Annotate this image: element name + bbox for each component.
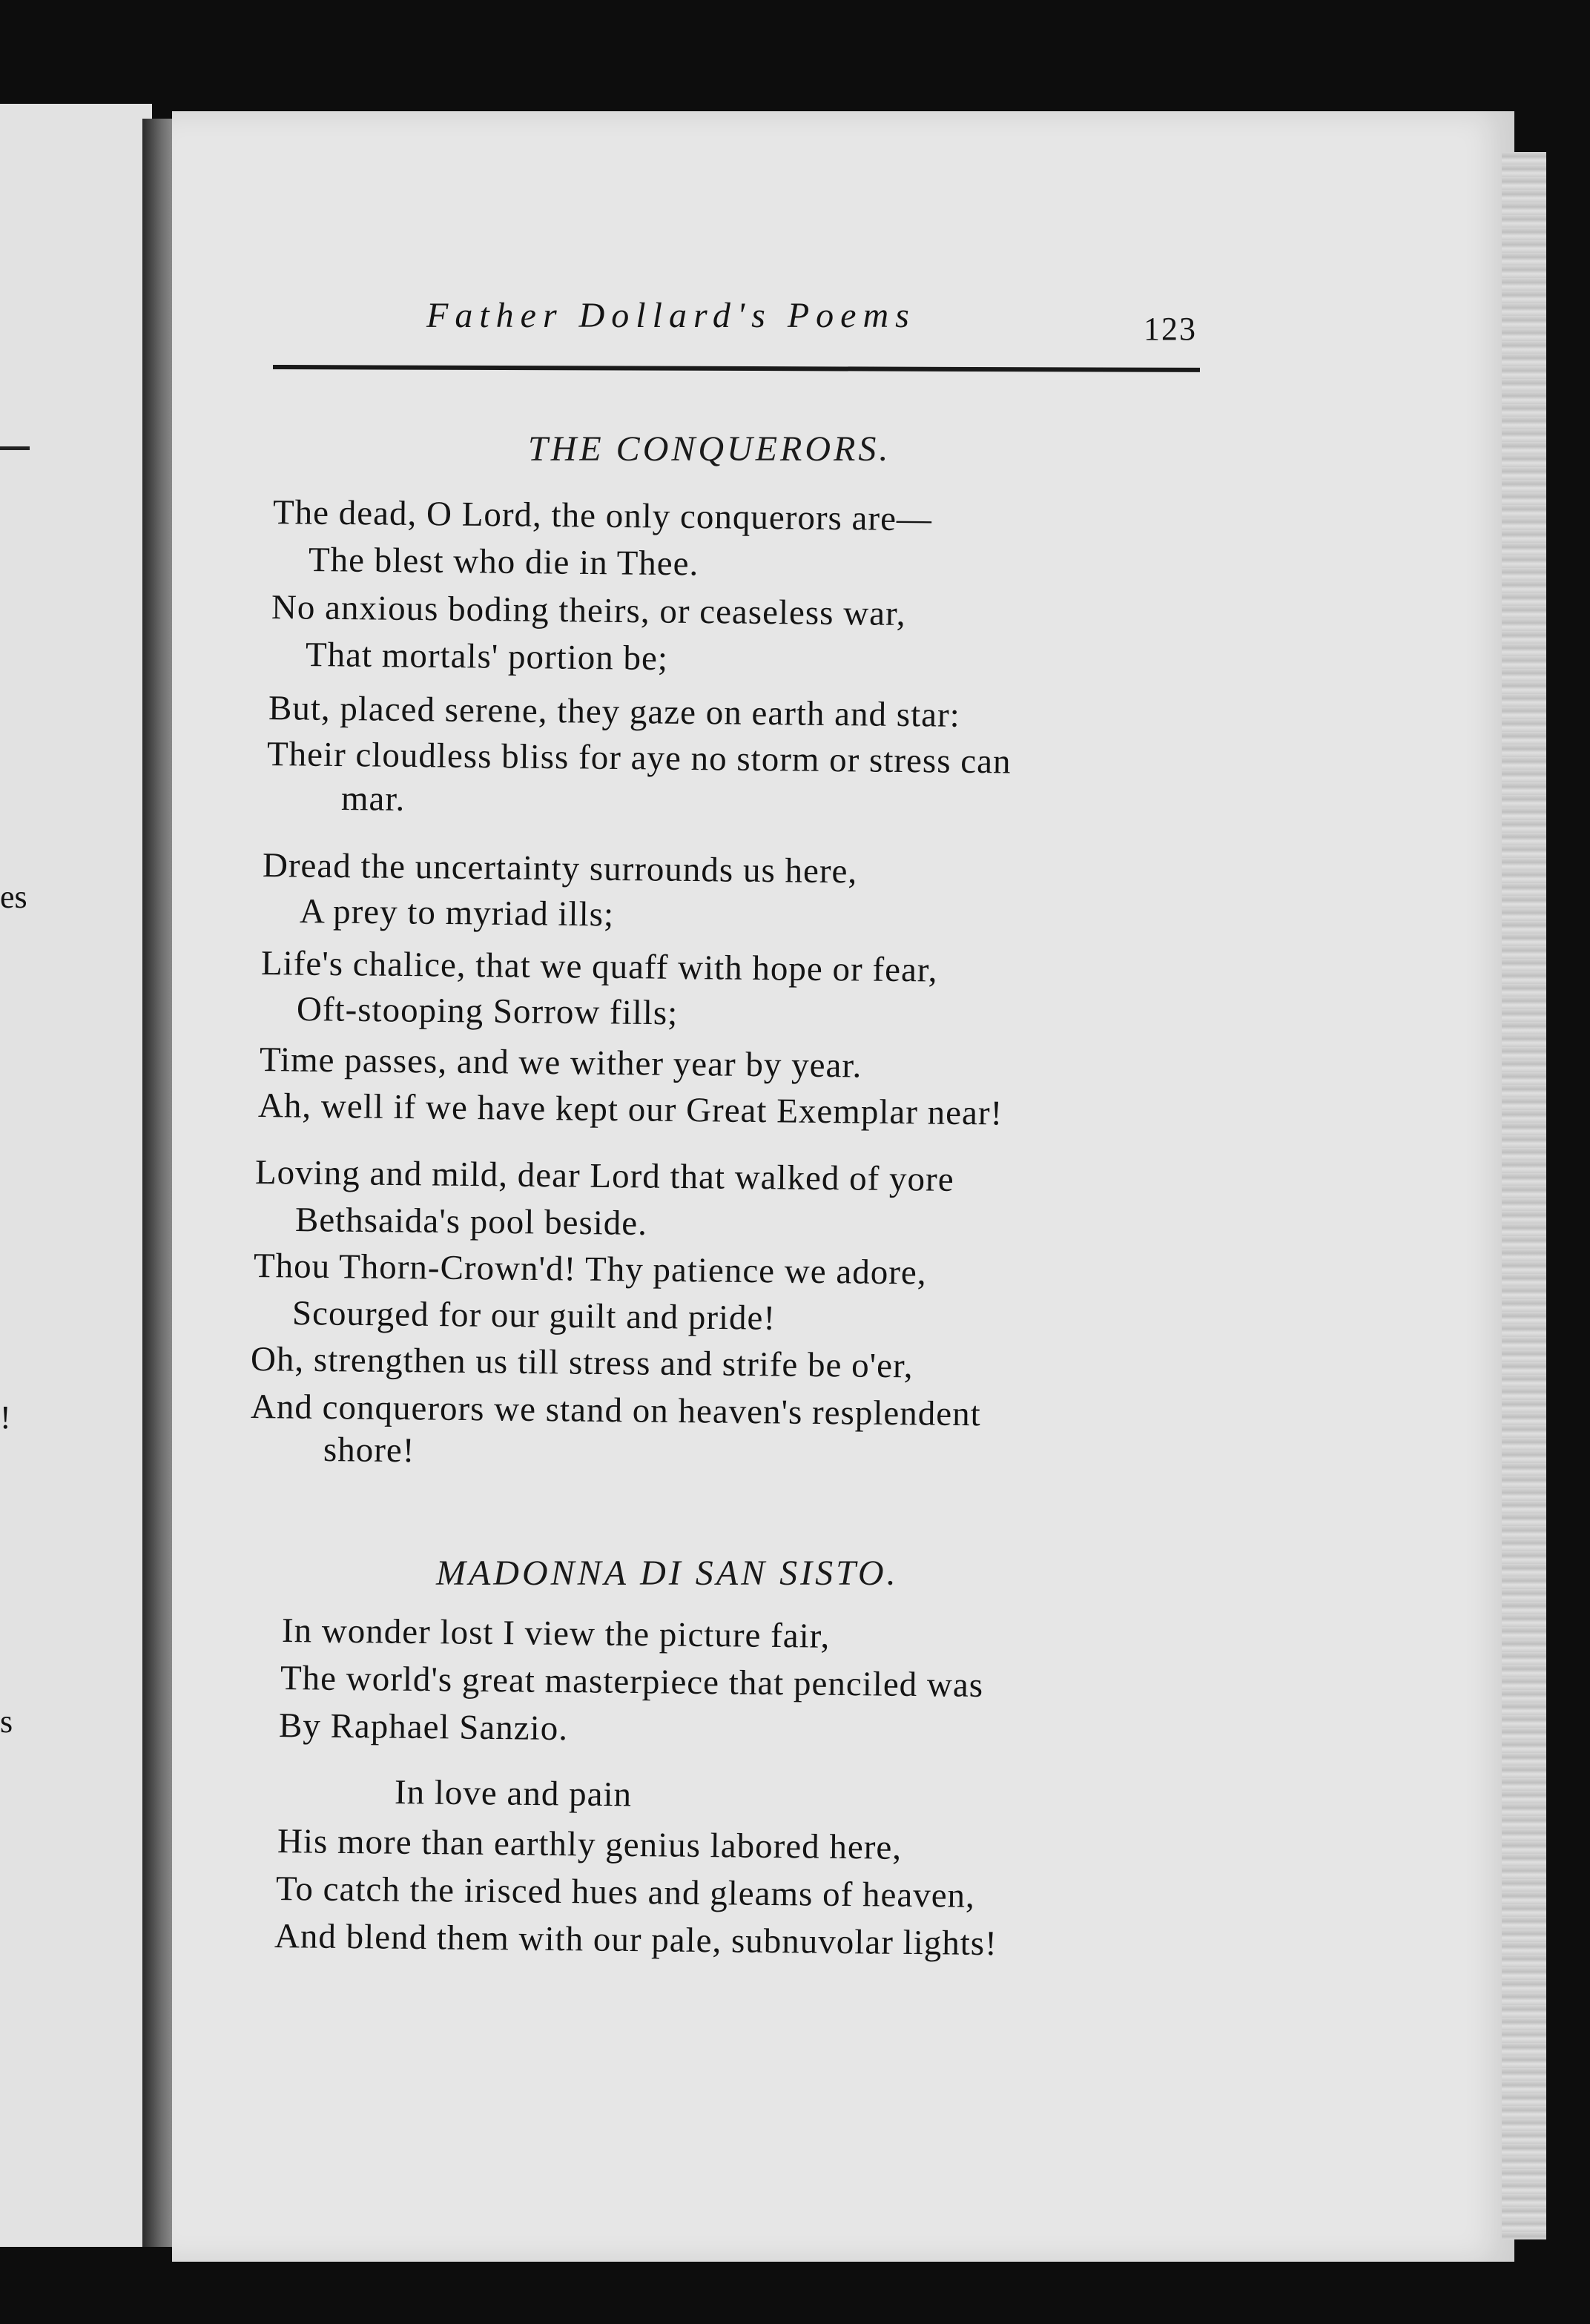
poem-line: A prey to myriad ills; [299,892,615,934]
poem-line: To catch the irisced hues and gleams of heaven, [275,1869,976,1915]
poem-line: But, placed serene, they gaze on earth and star: [268,689,961,735]
poem-line: The blest who die in Thee. [308,541,699,584]
facing-page-rule [0,446,30,450]
poem-line: His more than earthly genius labored here, [277,1822,903,1867]
poem-line: Bethsaida's pool beside. [294,1201,648,1243]
poem-line: shore! [323,1430,415,1470]
poem-line: Scourged for our guilt and pride! [291,1294,776,1338]
poem-line: Their cloudless bliss for aye no storm or stress can [266,735,1012,782]
poem-title: MADONNA DI SAN SISTO. [436,1554,899,1593]
poem-line: Oh, strengthen us till stress and strife be o'er, [250,1340,914,1386]
poem-line: That mortals' portion be; [305,636,669,679]
poem-line: And blend them with our pale, subnuvolar lights! [274,1917,998,1964]
running-header-title: Father Dollard's Poems [426,296,916,335]
poem-line: Life's chalice, that we quaff with hope or fear, [260,944,938,990]
poem-line: Time passes, and we wither year by year. [259,1040,862,1086]
poem-line: No anxious boding theirs, or ceaseless war, [271,588,906,633]
poem-line: Oft-stooping Sorrow fills; [296,990,679,1033]
poem-line: By Raphael Sanzio. [278,1706,569,1749]
poem-line: mar. [340,779,406,819]
poem-line: In love and pain [394,1773,633,1815]
poem-line: In wonder lost I view the picture fair, [281,1611,831,1656]
poem-line: Dread the uncertainty surrounds us here, [262,846,858,891]
poem-line: The world's great masterpiece that penciled was [280,1659,984,1705]
poem-line: Thou Thorn-Crown'd! Thy patience we adore, [253,1247,927,1293]
page-edge [1502,152,1546,2239]
poem-line: Ah, well if we have kept our Great Exemplar near! [257,1086,1003,1133]
poem-line: Loving and mild, dear Lord that walked of yore [254,1153,954,1199]
page-number: 123 [1144,311,1197,347]
facing-page [0,104,152,2247]
facing-page-fragment: es [0,879,27,915]
poem-title: THE CONQUERORS. [528,429,891,469]
facing-page-fragment: s [0,1703,13,1740]
poem-line: The dead, O Lord, the only conquerors are— [272,493,933,539]
facing-page-fragment: ! [0,1399,11,1436]
poem-line: And conquerors we stand on heaven's resplendent [250,1387,981,1434]
